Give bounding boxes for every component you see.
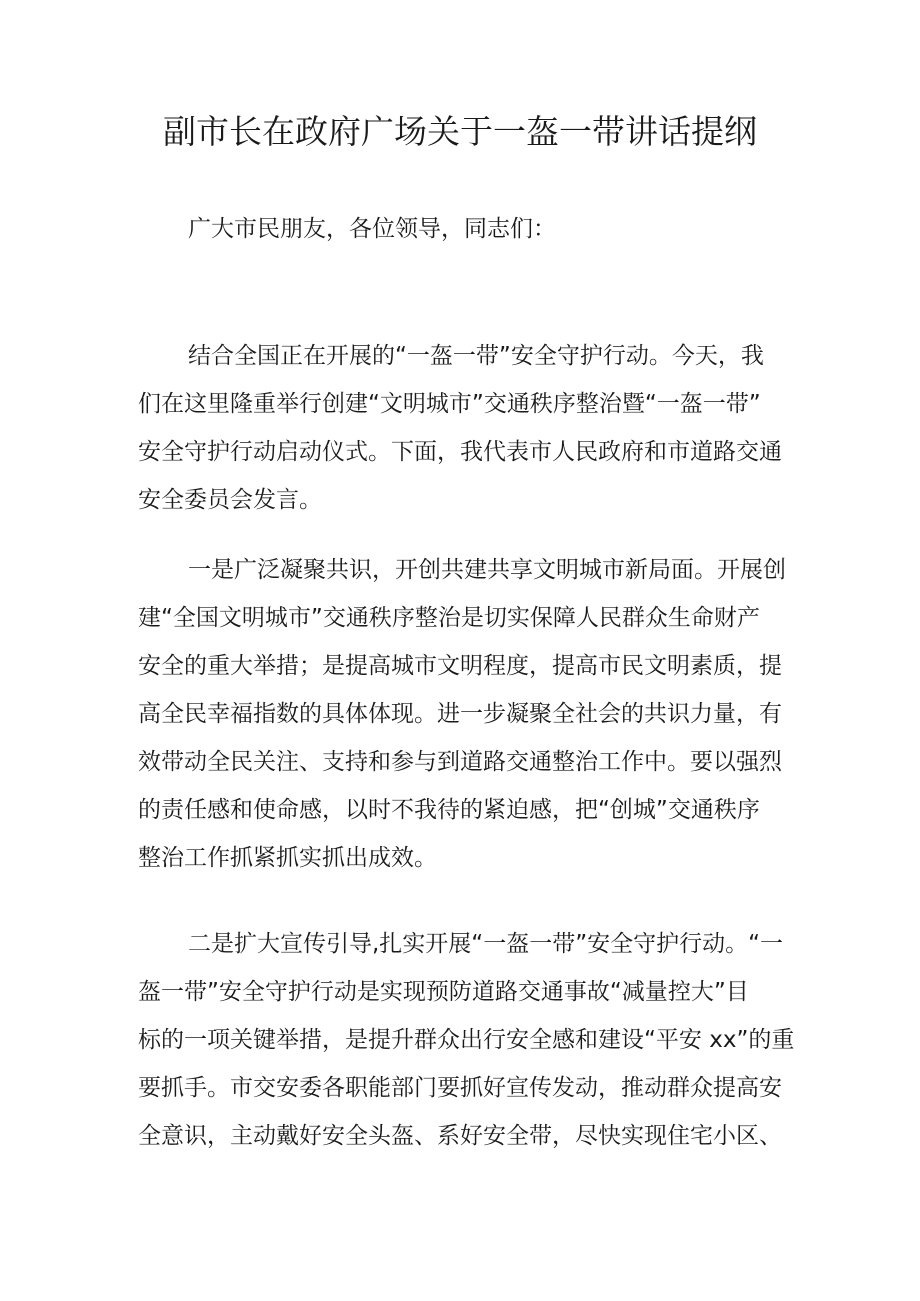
- paragraph-line: 结合全国正在开展的“一盔一带”安全守护行动。今天，我: [188, 343, 764, 369]
- paragraph-line: 整治工作抓紧抓实抓出成效。: [138, 845, 437, 871]
- paragraph-line: 的责任感和使命感，以时不我待的紧迫感，把“创城”交通秩序: [138, 797, 760, 823]
- paragraph-line: 二是扩大宣传引导,扎实开展“一盔一带”安全守护行动。“一: [188, 931, 784, 957]
- paragraph-line: 全意识，主动戴好安全头盔、系好安全带，尽快实现住宅小区、: [138, 1123, 782, 1149]
- paragraph-line: 建“全国文明城市”交通秩序整治是切实保障人民群众生命财产: [138, 605, 760, 631]
- paragraph-line: 高全民幸福指数的具体体现。进一步凝聚全社会的共识力量，有: [138, 701, 782, 727]
- paragraph-line: 安全守护行动启动仪式。下面，我代表市人民政府和市道路交通: [138, 439, 782, 465]
- paragraph-line: 盔一带”安全守护行动是实现预防道路交通事故“减量控大”目: [138, 979, 749, 1005]
- document-title: 副市长在政府广场关于一盔一带讲话提纲: [163, 112, 757, 151]
- salutation: 广大市民朋友，各位领导，同志们：: [188, 216, 556, 242]
- paragraph-point-two: [138, 920, 798, 1160]
- paragraph-line: 标的一项关键举措，是提升群众出行安全感和建设“平安 xx”的重: [138, 1027, 795, 1053]
- paragraph-line: 们在这里隆重举行创建“文明城市”交通秩序整治暨“一盔一带”: [138, 391, 761, 417]
- paragraph-line: 一是广泛凝聚共识，开创共建共享文明城市新局面。开展创: [188, 557, 786, 583]
- paragraph-point-one: [138, 546, 798, 882]
- paragraph-opening: [138, 332, 798, 524]
- paragraph-line: 要抓手。市交安委各职能部门要抓好宣传发动，推动群众提高安: [138, 1075, 782, 1101]
- paragraph-line: 安全的重大举措；是提高城市文明程度，提高市民文明素质，提: [138, 653, 782, 679]
- paragraph-line: 安全委员会发言。: [138, 487, 322, 513]
- paragraph-line: 效带动全民关注、支持和参与到道路交通整治工作中。要以强烈: [138, 749, 782, 775]
